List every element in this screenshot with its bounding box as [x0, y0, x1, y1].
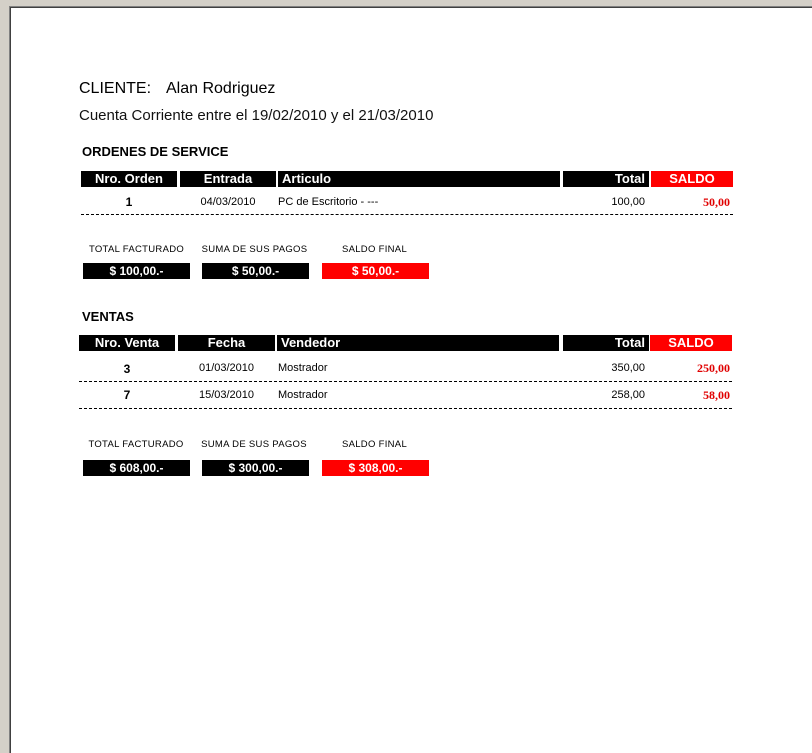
client-label: CLIENTE: [79, 80, 152, 97]
service-row-total: 100,00 [611, 196, 645, 208]
report-subtitle: Cuenta Corriente entre el 19/02/2010 y el 21/03/2010 [79, 107, 434, 124]
ventas-row-number: 7 [123, 388, 131, 402]
service-facturado-label: TOTAL FACTURADO [88, 244, 185, 255]
ventas-row-date: 15/03/2010 [198, 389, 255, 401]
ventas-row-number: 3 [123, 362, 131, 376]
ventas-row-date: 01/03/2010 [198, 362, 255, 374]
ventas-final-value: $ 308,00.- [322, 460, 429, 476]
ventas-row-item: Mostrador [278, 389, 328, 401]
ventas-final-label: SALDO FINAL [341, 439, 408, 450]
service-pagos-label: SUMA DE SUS PAGOS [201, 244, 308, 255]
ventas-pagos-label: SUMA DE SUS PAGOS [201, 439, 307, 450]
service-header-order: Nro. Orden [81, 171, 177, 187]
ventas-facturado-label: TOTAL FACTURADO [88, 439, 184, 450]
ventas-section-title: VENTAS [82, 309, 134, 324]
ventas-header-total: Total [563, 335, 649, 351]
ventas-pagos-value: $ 300,00.- [202, 460, 309, 476]
service-row-item: PC de Escritorio - --- [278, 196, 379, 208]
service-row-number: 1 [125, 195, 133, 209]
service-header-saldo: SALDO [651, 171, 733, 187]
ventas-header-date: Fecha [178, 335, 275, 351]
ventas-row-saldo: 250,00 [697, 361, 730, 375]
ventas-row-total: 350,00 [611, 362, 645, 374]
row-divider [79, 381, 732, 382]
ventas-header-item: Vendedor [277, 335, 559, 351]
service-facturado-value: $ 100,00.- [83, 263, 190, 279]
service-row-saldo: 50,00 [703, 195, 730, 209]
row-divider [81, 214, 733, 215]
ventas-header-order: Nro. Venta [79, 335, 175, 351]
service-final-label: SALDO FINAL [341, 244, 408, 255]
ventas-row-saldo: 58,00 [703, 388, 730, 402]
row-divider [79, 408, 732, 409]
service-header-total: Total [563, 171, 649, 187]
ventas-header-saldo: SALDO [650, 335, 732, 351]
service-header-date: Entrada [180, 171, 276, 187]
service-final-value: $ 50,00.- [322, 263, 429, 279]
service-header-item: Articulo [278, 171, 560, 187]
ventas-row-total: 258,00 [611, 389, 645, 401]
client-name: Alan Rodriguez [166, 80, 276, 97]
service-row-date: 04/03/2010 [200, 196, 256, 208]
service-section-title: ORDENES DE SERVICE [82, 144, 229, 159]
ventas-row-item: Mostrador [278, 362, 328, 374]
report-page [9, 6, 812, 753]
ventas-facturado-value: $ 608,00.- [83, 460, 190, 476]
service-pagos-value: $ 50,00.- [202, 263, 309, 279]
